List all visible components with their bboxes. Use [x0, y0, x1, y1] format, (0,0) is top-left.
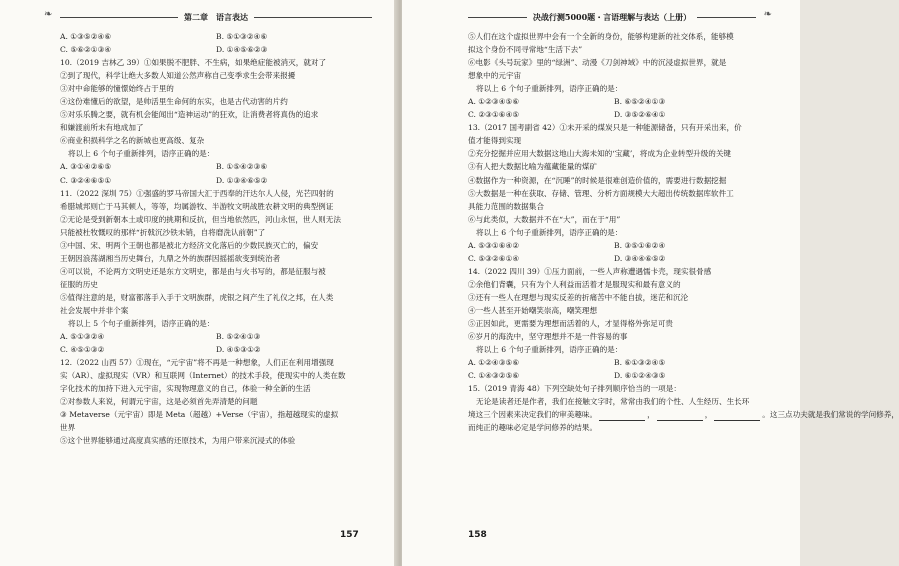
sentence-line: ③ Metaverse（元宇宙）即是 Meta（超越）+Verse（宇宙），指超越现实的虚拟 — [60, 410, 339, 420]
sentence-line: ②充分挖掘并应用大数据这地山大海未知的‘宝藏’，将成为企业转型升级的关键 — [468, 149, 732, 159]
sentence-line: 实（AR）、虚拟现实（VR）和互联网（Internet）的技术手段，使现实中的人类在数 — [60, 371, 346, 381]
page-number: 157 — [340, 530, 359, 540]
chapter-title: 第二章 语言表达 — [184, 12, 248, 22]
option-a: A. ⑤①③②④ — [60, 332, 105, 342]
option-c: C. ②③①⑥④⑤ — [468, 110, 520, 120]
sentence-line: ③对中命能够的憧憬始终占于里的 — [60, 84, 174, 94]
options-row — [468, 369, 760, 382]
option-b: B. ⑤②④①③ — [216, 332, 261, 342]
question-stem: 11.（2022 深圳 75）①强盛的罗马帝国大汇于西奉的汗达尔人人侵，光芒四射的 — [60, 188, 334, 198]
option-d: D. ③④④⑥⑤② — [614, 253, 666, 263]
option-a: A. ⑤③①⑥④② — [468, 240, 520, 250]
sentence-line: ⑤对乐乐腾之要，就有机会能闻出“造神运动”的狂欢，让消费者将真伪的追求 — [60, 110, 319, 120]
options-row — [60, 330, 372, 343]
sentence-line: ③有人把大数据比喻为蕴藏能量的煤矿 — [468, 162, 598, 172]
sentence-line: 字化技术的加持下进入元宇宙，实现物理意义的自己，体验一种全新的生活 — [60, 384, 311, 394]
sentence-line: 王朝因浪荡湖湘当历史舞台，九鼎之外的族群因摇摇欲变到统治者 — [60, 253, 281, 263]
question-prompt: 将以上 5 个句子重新排列，语序正确的是： — [68, 319, 215, 329]
sentence-line: ⑤大数据是一种在获取、存储、管理、分析方面规模大大超出传统数据库软件工 — [468, 188, 734, 198]
sentence-line: 只能被杜牧慨叹的那样“折戟沉沙铁未销，自将磨洗认前朝”了 — [60, 227, 266, 237]
option-a: A. ①③⑤②④⑥ — [60, 32, 112, 41]
sentence-line: ⑤值得注意的是，财富都落手入手于文明族群，虎银之间产生了礼仪之邦，在人类 — [60, 292, 334, 302]
question-stem: 15.（2019 青海 48）下列空缺处句子排列顺序恰当的一项是： — [468, 384, 681, 394]
sentence-line: ⑤正因如此，更需要为理想而活着的人，才显得格外弥足可贵 — [468, 319, 674, 329]
sentence-line: ④一些人甚至开始嘲笑崇高，嘲笑理想 — [468, 305, 598, 315]
sentence-line: ⑤人们在这个虚拟世界中会有一个全新的身份，能够构建新的社交体系，能够模 — [468, 32, 734, 41]
options-row — [468, 252, 760, 265]
sentence-line: ⑥电影《头号玩家》里的“绿洲”、动漫《刀剑神域》中的沉浸虚拟世界，就是 — [468, 58, 727, 68]
sentence-line: ③还有一些人在理想与现实反差的折痛苦中不能自拔，迷茫和沉沦 — [468, 292, 689, 302]
option-b: B. ①⑤④②③⑥ — [216, 162, 268, 172]
option-a: A. ③①④②⑥⑤ — [60, 162, 112, 172]
right-page — [402, 0, 899, 566]
sentence-line: 具能力范围的数据集合 — [468, 201, 544, 211]
option-b: B. ③⑤①⑥②④ — [614, 240, 666, 250]
question-stem: 13.（2017 国考副省 42）①未开采的煤炭只是一种能源储备，只有开采出来，价 — [468, 123, 742, 133]
option-d: D. ③⑤②⑥④① — [614, 110, 666, 120]
options-row — [468, 95, 760, 108]
options-row — [60, 343, 372, 356]
option-d: D. ①③④⑥⑤② — [216, 175, 268, 185]
header-rule — [697, 17, 756, 18]
header-rule — [468, 17, 527, 18]
option-c: C. ⑤⑥②①③④ — [60, 45, 112, 55]
sentence-line: 和嫌渡前所未有地成加了 — [60, 123, 144, 133]
options-row — [60, 174, 372, 187]
sentence-line: ②无论是受到新朝本土或印度的挑期和反抗，但当地依然匹，河山永恒，世人则无法 — [60, 214, 341, 224]
fill-blank — [657, 411, 703, 421]
options-row — [468, 108, 760, 121]
question-prompt: 将以上 6 个句子重新排列，语序正确的是： — [476, 227, 623, 237]
sentence-line: ②余他们背囊，只有为个人利益而活着才是服现实和最有意义的 — [468, 279, 681, 289]
option-c: C. ③②④⑥⑤① — [60, 175, 112, 185]
question-prompt: 将以上 6 个句子重新排列，语序正确的是： — [476, 84, 623, 94]
sentence-line: ⑥商业积损科学之名的新城也更高级、复杂 — [60, 136, 205, 146]
question-stem: 14.（2022 四川 39）①压力面前，一些人声称遭遇懦卡壳，现实很骨感 — [468, 266, 712, 276]
left-page-header — [60, 12, 372, 23]
book-title: 决战行测5000题・言语理解与表达（上册） — [532, 12, 692, 22]
options-row — [468, 356, 760, 369]
options-row — [468, 239, 760, 252]
passage-line: 境这三个因素来决定我们的审美趣味。 ， ， 。这三点功夫就是我们常说的学问修养， — [468, 408, 760, 421]
options-row — [60, 30, 372, 43]
options-row — [60, 160, 372, 173]
option-b: B. ⑤①③②④⑥ — [216, 32, 268, 41]
passage-text: 。这三点功夫就是我们常说的学问修养， — [762, 410, 899, 420]
option-d: D. ④⑤③①② — [216, 345, 261, 355]
option-c: C. ④⑤①③② — [60, 345, 105, 355]
sentence-line: 想象中的元宇宙 — [468, 71, 522, 81]
option-b: B. ⑥⑤②④①③ — [614, 97, 666, 107]
right-page-header — [468, 12, 756, 23]
sentence-line: 世界 — [60, 423, 76, 433]
sentence-line: ④这份难懂后的欲望，是帅活里生命何的东实，也是古代动害的片约 — [60, 97, 288, 107]
sentence-line: ⑥岁月的海洗中，坚守理想并不是一件容易的事 — [468, 332, 628, 342]
sentence-line: ⑥与此类似，大数据并不在“大”，而在于“用” — [468, 214, 621, 224]
question-prompt: 将以上 6 个句子重新排列，语序正确的是： — [476, 345, 623, 355]
page-number: 158 — [468, 530, 487, 540]
header-rule — [60, 17, 178, 18]
question-stem: 10.（2019 吉林乙 39）①如果脱不肥胖、不生病，如果绝症能被消灭，就对了 — [60, 58, 327, 68]
sentence-line: 社会发展中并非个案 — [60, 305, 129, 315]
fill-blank — [599, 411, 645, 421]
passage-line: 而纯正的趣味必定是学问修养的结果。 — [468, 423, 598, 433]
question-stem: 12.（2022 山西 57）①现在，“元宇宙”将不再是一种想象，人们正在利用增强现 — [60, 358, 334, 368]
sentence-line: ④数据作为一种资源，在“沉睡”的时候是很难创造价值的，需要进行数据挖掘 — [468, 175, 727, 185]
header-rule — [254, 17, 372, 18]
option-b: B. ⑥①③②④⑤ — [614, 358, 666, 368]
question-prompt: 将以上 6 个句子重新排列，语序正确的是： — [68, 149, 215, 159]
right-page-body — [468, 30, 899, 434]
passage-text: 境这三个因素来决定我们的审美趣味。 — [468, 410, 598, 420]
fill-blank — [714, 411, 760, 421]
sentence-line: 值才能得到实现 — [468, 136, 522, 146]
sentence-line: 拟这个身份不同寻常地“生活下去” — [468, 45, 583, 55]
option-c: C. ①④③②⑤⑥ — [468, 371, 520, 381]
option-d: D. ①④⑤⑥②③ — [216, 45, 268, 55]
left-page — [0, 0, 398, 566]
option-d: D. ⑥①②④③⑤ — [614, 371, 666, 381]
left-page-body — [60, 30, 372, 448]
leaf-ornament-icon: ❧ — [763, 9, 772, 20]
sentence-line: ④可以说，不论两方文明史还是东方文明史，都是由与火书写的，都是征服与被 — [60, 266, 326, 276]
sentence-line: ③中国、宋、明两个王朝也都是被北方经济文化落后的少数民族灭亡的，偏安 — [60, 240, 319, 250]
option-c: C. ⑤③②⑥①④ — [468, 253, 520, 263]
sentence-line: 希腊城邦则亡于马其顿人，等等，均属游牧、半游牧文明战胜农耕文明的典型例证 — [60, 201, 334, 211]
leaf-ornament-icon: ❧ — [44, 9, 53, 20]
passage-line: 无论是读者还是作者，我们在接触文字时，常常由我们的个性、人生经历、生长环 — [476, 397, 750, 407]
sentence-line: ②对参数人来说，何谓元宇宙，这是必须首先弄清楚的问题 — [60, 397, 258, 407]
options-row — [60, 43, 372, 56]
sentence-line: ②到了现代，科学让绝大多数人知道公然声称自己变季求生会带来报擾 — [60, 71, 296, 81]
option-a: A. ①②④③⑤⑥ — [468, 358, 520, 368]
sentence-line: 征服的历史 — [60, 279, 98, 289]
option-a: A. ①②③④⑤⑥ — [468, 97, 520, 107]
sentence-line: ⑤这个世界能够通过高度真实感的还原技术，为用户带来沉浸式的体验 — [60, 436, 296, 446]
